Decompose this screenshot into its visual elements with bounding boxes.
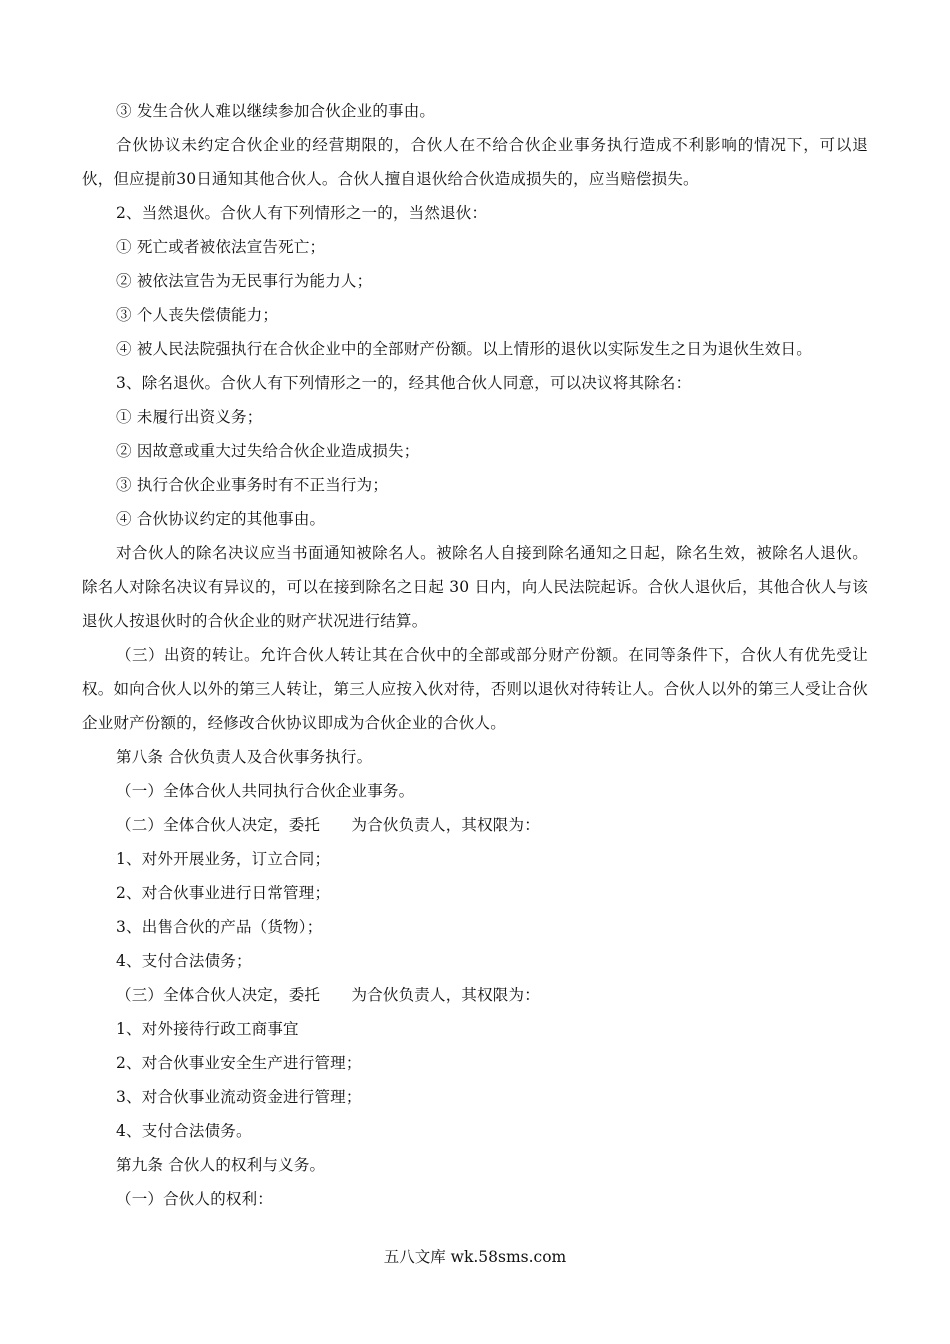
list-item: 4、支付合法债务。	[116, 1122, 252, 1140]
list-item: 2、对合伙事业安全生产进行管理；	[116, 1054, 362, 1072]
paragraph-item-3: ③ 发生合伙人难以继续参加合伙企业的事由。	[116, 102, 436, 120]
paragraph-capital-transfer: （三）出资的转让。允许合伙人转让其在合伙中的全部或部分财产份额。在同等条件下，合伙人有优先受让权。如向合伙人以外的第三人转让，第三人应按入伙对待，否则以退伙对待转让人。合伙人以外的第三人受让合伙企业财产份额的，经修改合伙协议即成为合伙企业的合伙人。	[82, 646, 868, 732]
article-heading-9: 第九条 合伙人的权利与义务。	[116, 1156, 326, 1174]
paragraph-expulsion: 3、除名退伙。合伙人有下列情形之一的，经其他合伙人同意，可以决议将其除名：	[116, 374, 692, 392]
list-item: ③ 个人丧失偿债能力；	[116, 306, 279, 324]
list-item: ① 未履行出资义务；	[116, 408, 263, 426]
list-item: （一）合伙人的权利：	[116, 1190, 274, 1208]
paragraph-expulsion-notice: 对合伙人的除名决议应当书面通知被除名人。被除名人自接到除名通知之日起，除名生效，被除名人退伙。除名人对除名决议有异议的，可以在接到除名之日起 30 日内，向人民法院起诉。合伙人退伙后，其他合伙人与该退伙人按退伙时的合伙企业的财产状况进行结算。	[82, 544, 868, 630]
list-item: 1、对外开展业务，订立合同；	[116, 850, 331, 868]
document-body	[82, 94, 868, 1216]
list-item: 4、支付合法债务；	[116, 952, 252, 970]
list-item: 3、对合伙事业流动资金进行管理；	[116, 1088, 362, 1106]
list-item: ④ 合伙协议约定的其他事由。	[116, 510, 326, 528]
article-heading-8: 第八条 合伙负责人及合伙事务执行。	[116, 748, 373, 766]
list-item: （一）全体合伙人共同执行合伙企业事务。	[116, 782, 415, 800]
page-footer: 五八文库 wk.58sms.com	[383, 1248, 567, 1266]
list-item: （二）全体合伙人决定，委托 为合伙负责人，其权限为：	[116, 816, 540, 834]
list-item: ② 被依法宣告为无民事行为能力人；	[116, 272, 373, 290]
list-item: 2、对合伙事业进行日常管理；	[116, 884, 331, 902]
list-item: ① 死亡或者被依法宣告死亡；	[116, 238, 326, 256]
list-item: ④ 被人民法院强执行在合伙企业中的全部财产份额。以上情形的退伙以实际发生之日为退伙生效日。	[116, 340, 812, 358]
paragraph-automatic-withdrawal: 2、当然退伙。合伙人有下列情形之一的，当然退伙：	[116, 204, 488, 222]
list-item: 1、对外接待行政工商事宜	[116, 1020, 299, 1038]
list-item: ② 因故意或重大过失给合伙企业造成损失；	[116, 442, 420, 460]
list-item: （三）全体合伙人决定，委托 为合伙负责人，其权限为：	[116, 986, 540, 1004]
list-item: 3、出售合伙的产品（货物）；	[116, 918, 323, 936]
paragraph-withdrawal-notice: 合伙协议未约定合伙企业的经营期限的，合伙人在不给合伙企业事务执行造成不利影响的情况下，可以退伙，但应提前30日通知其他合伙人。合伙人擅自退伙给合伙造成损失的，应当赔偿损失。	[82, 136, 868, 188]
list-item: ③ 执行合伙企业事务时有不正当行为；	[116, 476, 389, 494]
